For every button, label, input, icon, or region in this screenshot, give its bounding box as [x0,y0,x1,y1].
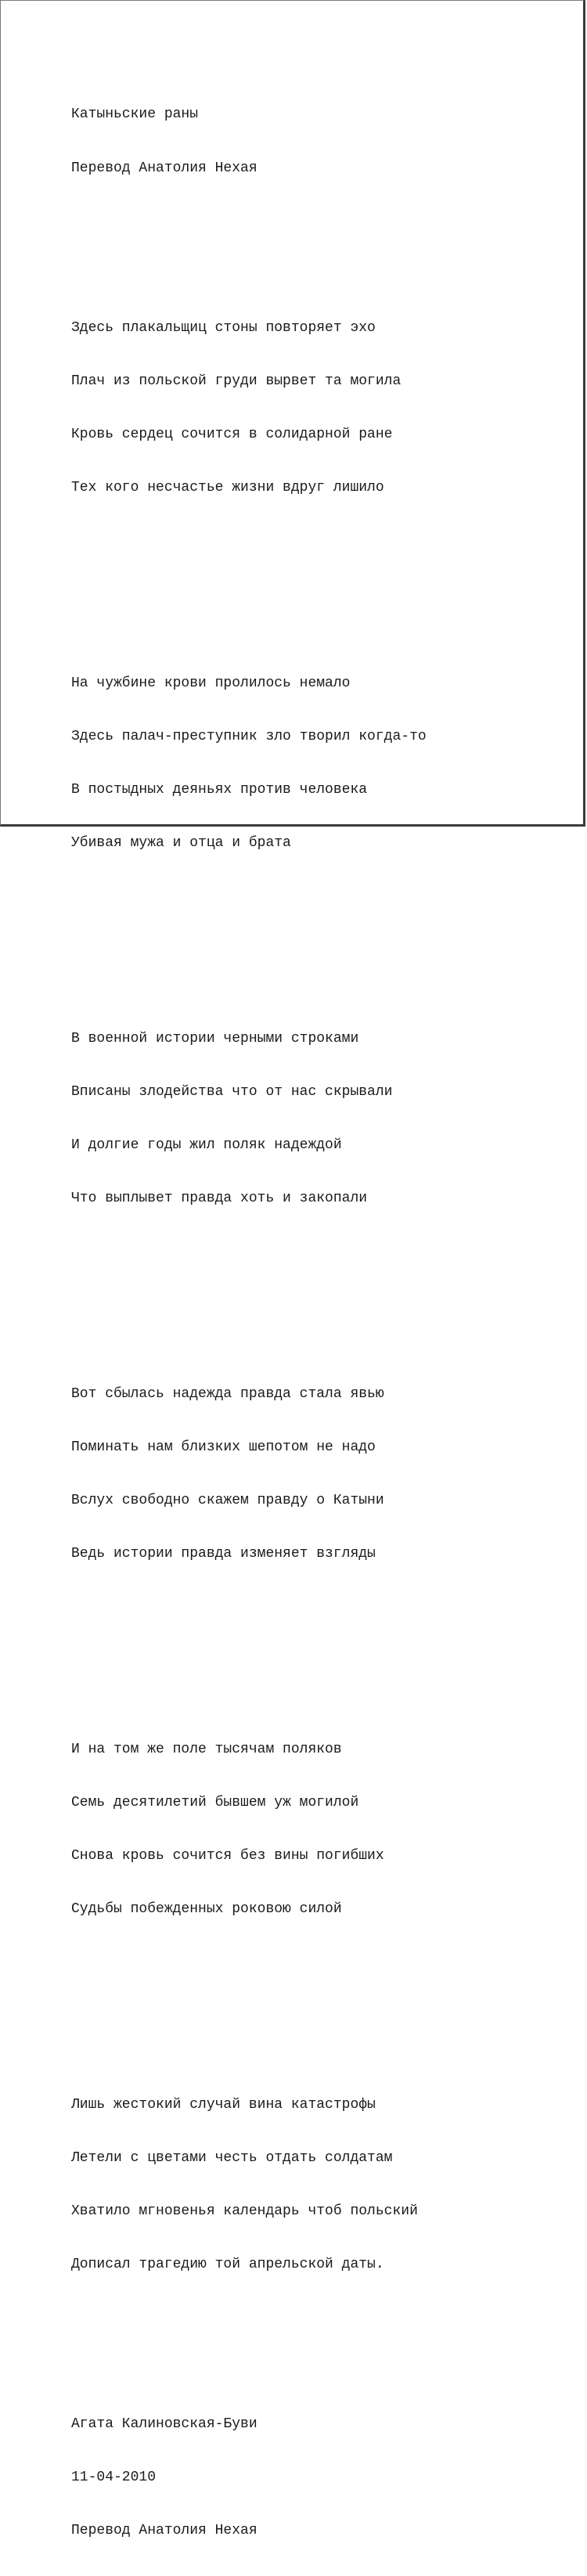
translator-credit: Перевод Анатолия Нехая [71,2523,257,2539]
poem-line: Хватило мгновенья календарь чтоб польский [71,2203,418,2219]
poem-line: Вписаны злодейства что от нас скрывали [71,1083,393,1100]
poem-line: В постыдных деяньях против человека [71,781,368,798]
poem-line: Вот сбылась надежда правда стала явью [71,1385,384,1402]
blank-line [71,1279,427,1297]
poem-line: Тех кого несчастье жизни вдруг лишило [71,480,384,496]
poem-line: Здесь палач-преступник зло творил когда-то [71,728,427,744]
poem-text [71,70,427,2576]
poem-line: Семь десятилетий бывшем уж могилой [71,1794,359,1810]
poem-line: Кровь сердец сочится в солидарной ране [71,426,393,442]
poem-line: Что выплывет правда хоть и закопали [71,1191,368,1207]
poem-line: Дописал трагедию той апрельской даты. [71,2257,384,2272]
poem-line: Плач из польской груди вырвет та могила [71,373,402,389]
blank-line [71,924,427,942]
blank-line [71,1634,427,1652]
stanza-3 [71,994,427,1243]
stanza-5 [71,1705,427,1954]
poem-line: Здесь плакальщиц стоны повторяет эхо [71,319,376,336]
poem-line: Убивая мужа и отца и брата [71,835,291,852]
poem-line: Ведь истории правда изменяет взгляды [71,1546,376,1562]
author-name: Агата Калиновская-Буви [71,2416,257,2433]
poem-line: И на том же поле тысячам поляков [71,1741,342,1757]
poem-line: Вслух свободно скажем правду о Катыни [71,1492,384,1508]
poem-line: Снова кровь сочится без вины погибших [71,1847,384,1864]
poem-subtitle: Перевод Анатолия Нехая [71,160,257,176]
blank-line [71,213,427,231]
poem-line: Поминать нам близких шепотом не надо [71,1439,376,1455]
stanza-2 [71,639,427,888]
stanza-1 [71,283,427,532]
poem-line: И долгие годы жил поляк надеждой [71,1137,342,1153]
blank-line [71,1990,427,2008]
poem-date: 11-04-2010 [71,2470,157,2486]
blank-line [71,2345,427,2363]
poem-line: Судьбы побежденных роковою силой [71,1901,342,1918]
poem-line: На чужбине крови пролилось немало [71,675,351,691]
poem-line: Летели с цветами честь отдать солдатам [71,2149,393,2166]
poem-line: Лишь жестокий случай вина катастрофы [71,2096,376,2113]
poem-line: В военной истории черными строками [71,1030,359,1047]
blank-line [71,568,427,586]
stanza-6 [71,2060,427,2309]
poem-title: Катыньские раны [71,106,199,123]
stanza-4 [71,1349,427,1598]
